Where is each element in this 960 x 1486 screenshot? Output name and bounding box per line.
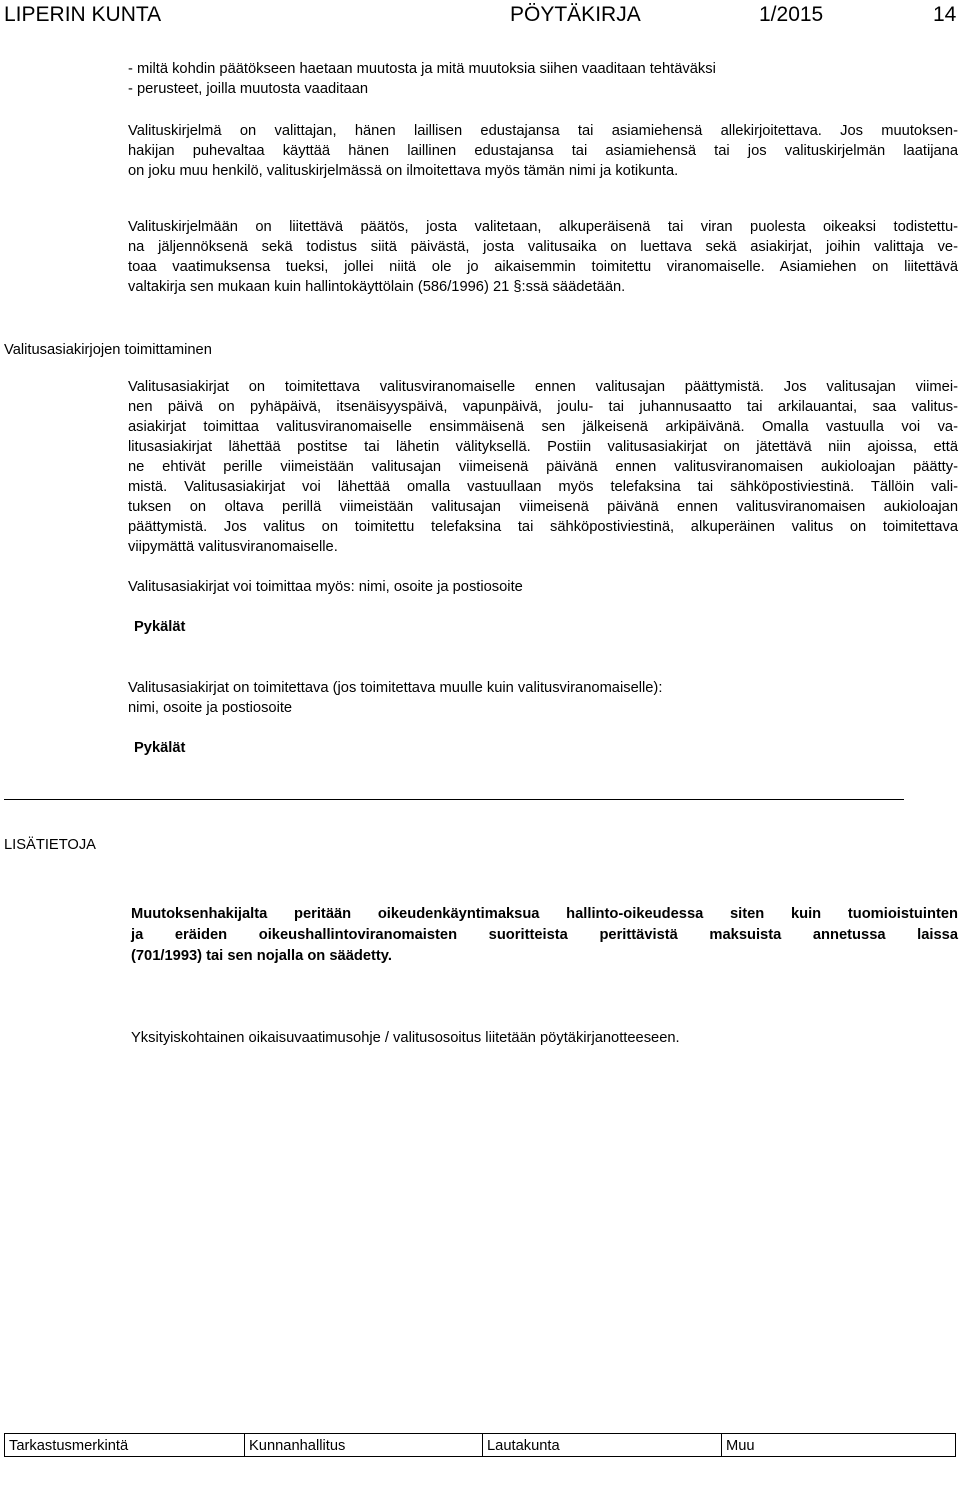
divider bbox=[4, 799, 904, 800]
paragraph-signature-requirements bbox=[128, 121, 958, 181]
text-line: Muutoksenhakijalta peritään oikeudenkäyntimaksua hallinto-oikeudessa siten kuin tuomioistuinten bbox=[131, 906, 958, 922]
footer-cell-kunnanhallitus: Kunnanhallitus bbox=[244, 1433, 482, 1457]
text-line: päättymistä. Jos valitus on toimitettu telefaksina tai sähköpostiviestinä, alkuperäinen valitus on toimitettava bbox=[128, 519, 958, 535]
footer-cell-muu: Muu bbox=[721, 1433, 956, 1457]
text-line: viipymättä valitusviranomaiselle. bbox=[128, 539, 338, 555]
text-line: asiakirjat toimittaa valitusviranomaiselle ensimmäisenä sen jälkeisenä arkipäivänä. Omalla vastuulla voi va- bbox=[128, 419, 958, 435]
footer-cell-lautakunta: Lautakunta bbox=[482, 1433, 721, 1457]
text-line: litusasiakirjat lähettää postitse tai lähetin välityksellä. Postiin valitusasiakirjat on jätettävä niin ajoissa, että bbox=[128, 439, 958, 455]
delivery-address-text: Valitusasiakirjat voi toimittaa myös: nimi, osoite ja postiosoite bbox=[128, 579, 523, 595]
document-number: 1/2015 bbox=[759, 3, 824, 26]
section-heading: Valitusasiakirjojen toimittaminen bbox=[4, 342, 212, 358]
bullet-item: - miltä kohdin päätökseen haetaan muutosta ja mitä muutoksia siihen vaaditaan tehtäväksi bbox=[128, 61, 716, 77]
bullet-item: - perusteet, joilla muutosta vaaditaan bbox=[128, 81, 369, 97]
organization-name: LIPERIN KUNTA bbox=[4, 3, 162, 26]
pykalat-label: Pykälät bbox=[134, 740, 186, 756]
text-line: (701/1993) tai sen nojalla on säädetty. bbox=[131, 948, 392, 964]
document-type: PÖYTÄKIRJA bbox=[510, 3, 641, 26]
footer-cell-tarkastusmerkinta: Tarkastusmerkintä bbox=[4, 1433, 244, 1457]
text-line: tuksen on oltava perillä viimeistään valitusajan viimeisenä päivänä ennen valitusviranomaisen aukioloajan bbox=[128, 499, 958, 515]
alt-delivery-address: nimi, osoite ja postiosoite bbox=[128, 700, 293, 716]
text-line: Valituskirjelmään on liitettävä päätös, josta valitetaan, alkuperäisenä tai viran puolesta oikeaksi todistettu- bbox=[128, 219, 958, 235]
text-line: on joku muu henkilö, valituskirjelmässä on ilmoitettava myös tämän nimi ja kotikunta. bbox=[128, 163, 679, 179]
alt-delivery-text: Valitusasiakirjat on toimitettava (jos toimitettava muulle kuin valitusviranomaiselle): bbox=[128, 680, 663, 696]
text-line: toaa vaatimuksensa tueksi, jollei niitä ole jo aikaisemmin toimitettu viranomaiselle. Asiamiehen on liitettävä bbox=[128, 259, 958, 275]
final-note: Yksityiskohtainen oikaisuvaatimusohje / valitusosoitus liitetään pöytäkirjanotteeseen. bbox=[131, 1030, 680, 1046]
text-line: hakijan puhevaltaa käyttää hänen laillinen edustajansa tai asiamiehensä tai jos valituskirjelmän laatijana bbox=[128, 143, 958, 159]
text-line: na jäljennöksenä sekä todistus siitä päivästä, josta valitusaika on luettava sekä asiakirjat, joihin valittaja ve- bbox=[128, 239, 958, 255]
text-line: nen päivä on pyhäpäivä, itsenäisyyspäivä, vapunpäivä, joulu- tai juhannusaatto tai arkilauantai, saa valitus- bbox=[128, 399, 958, 415]
pykalat-label: Pykälät bbox=[134, 619, 186, 635]
paragraph-attachments bbox=[128, 217, 958, 297]
text-line: Valituskirjelmä on valittajan, hänen laillisen edustajansa tai asiamiehensä allekirjoitettava. Jos muutoksen- bbox=[128, 123, 958, 139]
text-line: ne ehtivät perille viimeistään valitusajan viimeisenä päivänä ennen valitusviranomaisen aukioloajan päätty- bbox=[128, 459, 958, 475]
page-number: 14 bbox=[933, 3, 957, 26]
text-line: Valitusasiakirjat on toimitettava valitusviranomaiselle ennen valitusajan päättymistä. Jos valitusajan viimei- bbox=[128, 379, 958, 395]
court-fee-paragraph bbox=[131, 904, 958, 967]
paragraph-delivery bbox=[128, 377, 958, 557]
text-line: valtakirja sen mukaan kuin hallintokäyttölain (586/1996) 21 §:ssä säädetään. bbox=[128, 279, 626, 295]
text-line: mistä. Valitusasiakirjat voi lähettää omalla vastuullaan myös telefaksina tai sähköpostiviestinä. Tällöin vali- bbox=[128, 479, 958, 495]
lisatietoja-heading: LISÄTIETOJA bbox=[4, 837, 96, 853]
footer-table bbox=[0, 1433, 960, 1457]
text-line: ja eräiden oikeushallintoviranomaisten suoritteista perittävistä maksuista annetussa laissa bbox=[131, 927, 958, 943]
